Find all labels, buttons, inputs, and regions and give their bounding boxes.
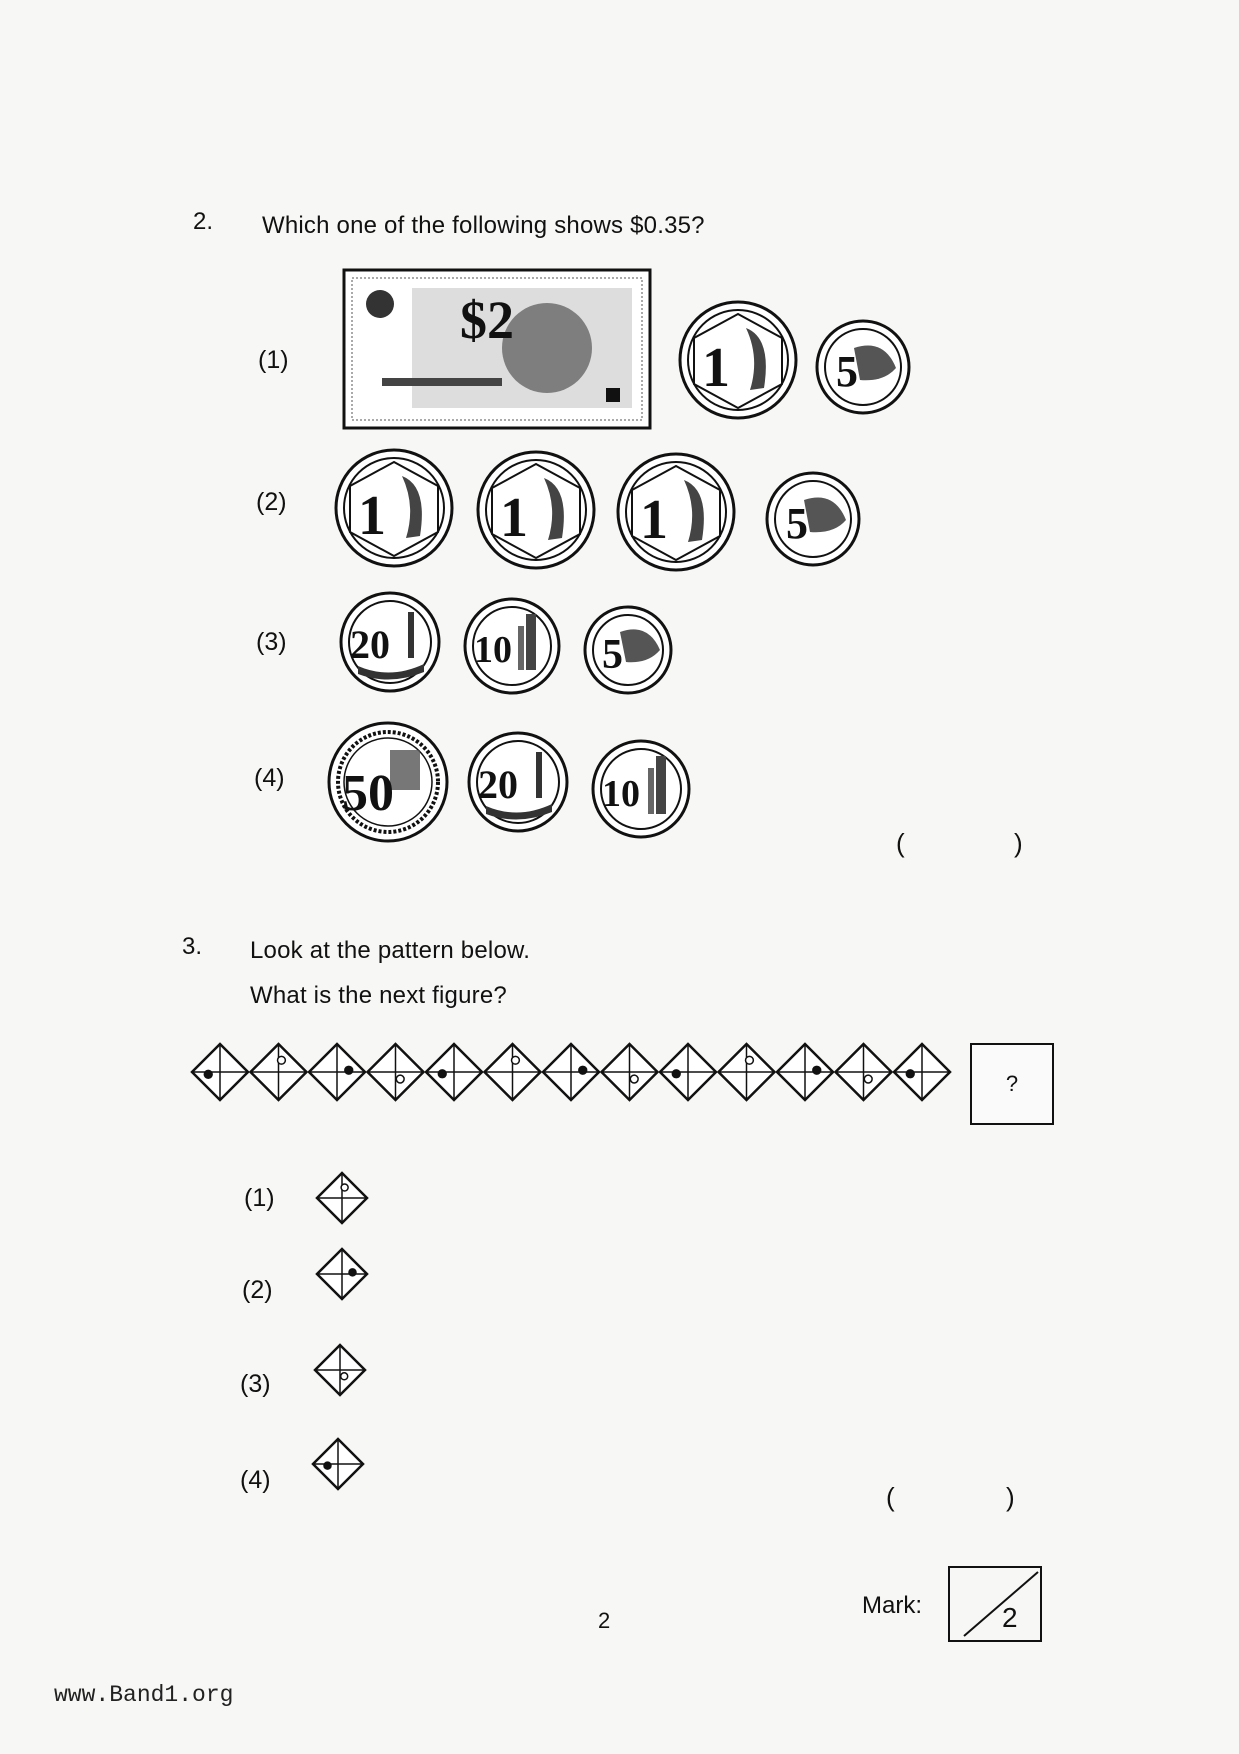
q2-answer-close: ): [1014, 828, 1023, 858]
diamond-figure-icon-11: [777, 1044, 833, 1100]
ten-cent-coin-icon: [590, 738, 692, 840]
option-4-figure[interactable]: [310, 1436, 366, 1492]
q2-option-3-label: (3): [256, 628, 287, 656]
diamond-figure-icon-3: [309, 1044, 365, 1100]
twenty-cent-coin-icon: [466, 730, 570, 834]
diamond-figure-icon-10: [719, 1044, 775, 1100]
diamond-figure-icon-option: [317, 1249, 367, 1299]
q3-number: 3.: [182, 933, 203, 960]
pattern-row: [190, 1030, 970, 1114]
one-dollar-coin-icon: [614, 450, 738, 574]
svg-text:1: 1: [640, 489, 668, 551]
diamond-dot-icon: [630, 1075, 638, 1083]
two-dollar-note-icon: [342, 268, 654, 432]
q2-number: 2.: [193, 208, 214, 235]
diamond-figure-icon-1: [192, 1044, 248, 1100]
ten-cent-coin-icon: [462, 596, 562, 696]
diamond-dot-icon: [341, 1373, 348, 1380]
diamond-figure-icon-9: [660, 1044, 716, 1100]
fifty-cent-coin-icon: [326, 720, 450, 844]
q3-answer-close: ): [1006, 1482, 1015, 1512]
one-dollar-coin-icon: [332, 446, 456, 570]
q3-option-2-label: (2): [242, 1276, 273, 1304]
q3-option-3-label: (3): [240, 1370, 271, 1398]
q2-option-2-label: (2): [256, 488, 287, 516]
svg-text:10: 10: [602, 773, 640, 815]
diamond-dot-icon: [345, 1066, 353, 1074]
page-number: 2: [598, 1608, 611, 1633]
diamond-dot-icon: [906, 1070, 914, 1078]
diamond-figure-icon-12: [836, 1044, 892, 1100]
diamond-dot-icon: [204, 1070, 212, 1078]
one-dollar-coin-icon: [474, 448, 598, 572]
diamond-figure-icon-8: [602, 1044, 658, 1100]
q3-option-4-label: (4): [240, 1466, 271, 1494]
mark-total: 2: [1002, 1602, 1018, 1633]
five-cent-coin-icon: [582, 604, 674, 696]
svg-text:1: 1: [500, 487, 528, 549]
q3-line-2: What is the next figure?: [250, 982, 507, 1009]
diamond-dot-icon: [349, 1269, 356, 1276]
website-watermark: www.Band1.org: [54, 1682, 234, 1708]
q2-text: Which one of the following shows $0.35?: [262, 212, 705, 239]
svg-text:20: 20: [478, 762, 518, 807]
question-mark-text: ?: [1005, 1071, 1019, 1096]
svg-text:20: 20: [350, 622, 390, 667]
diamond-dot-icon: [813, 1066, 821, 1074]
q2-option-1-label: (1): [258, 346, 289, 374]
svg-text:1: 1: [702, 337, 730, 399]
diamond-dot-icon: [278, 1056, 286, 1064]
diamond-dot-icon: [324, 1462, 331, 1469]
diamond-figure-icon-7: [543, 1044, 599, 1100]
diamond-dot-icon: [512, 1056, 520, 1064]
diamond-dot-icon: [864, 1075, 872, 1083]
diamond-dot-icon: [341, 1184, 348, 1191]
q2-option-4-label: (4): [254, 764, 285, 792]
q3-option-1-label: (1): [244, 1184, 275, 1212]
q3-answer-field[interactable]: [910, 1480, 1002, 1514]
diamond-figure-icon-option: [315, 1345, 365, 1395]
diamond-dot-icon: [672, 1070, 680, 1078]
diamond-figure-icon-5: [426, 1044, 482, 1100]
diamond-dot-icon: [579, 1066, 587, 1074]
option-3-figure[interactable]: [312, 1342, 368, 1398]
svg-text:5: 5: [836, 347, 858, 396]
diamond-figure-icon-6: [485, 1044, 541, 1100]
svg-text:50: 50: [342, 765, 394, 822]
option-1-figure[interactable]: [314, 1170, 370, 1226]
q2-answer-field[interactable]: [920, 826, 1012, 860]
mark-box: [948, 1566, 1042, 1642]
mark-slash-icon: [950, 1568, 1040, 1640]
diamond-figure-icon-option: [317, 1173, 367, 1223]
diamond-figure-icon-13: [894, 1044, 950, 1100]
diamond-dot-icon: [438, 1070, 446, 1078]
option-2-figure[interactable]: [314, 1246, 370, 1302]
q2-answer-open: (: [896, 828, 905, 858]
svg-text:10: 10: [474, 629, 512, 671]
svg-text:5: 5: [786, 499, 808, 548]
diamond-figure-icon-option: [313, 1439, 363, 1489]
note-value-text: $2: [460, 290, 514, 350]
mark-label: Mark:: [862, 1592, 922, 1619]
twenty-cent-coin-icon: [338, 590, 442, 694]
diamond-dot-icon: [396, 1075, 404, 1083]
five-cent-coin-icon: [764, 470, 862, 568]
diamond-dot-icon: [746, 1056, 754, 1064]
diamond-figure-icon-4: [368, 1044, 424, 1100]
q3-answer-open: (: [886, 1482, 895, 1512]
diamond-figure-icon-2: [251, 1044, 307, 1100]
five-cent-coin-icon: [814, 318, 912, 416]
q3-line-1: Look at the pattern below.: [250, 937, 531, 964]
svg-text:5: 5: [602, 632, 623, 678]
svg-text:1: 1: [358, 485, 386, 547]
next-figure-box: [970, 1043, 1054, 1125]
one-dollar-coin-icon: [676, 298, 800, 422]
